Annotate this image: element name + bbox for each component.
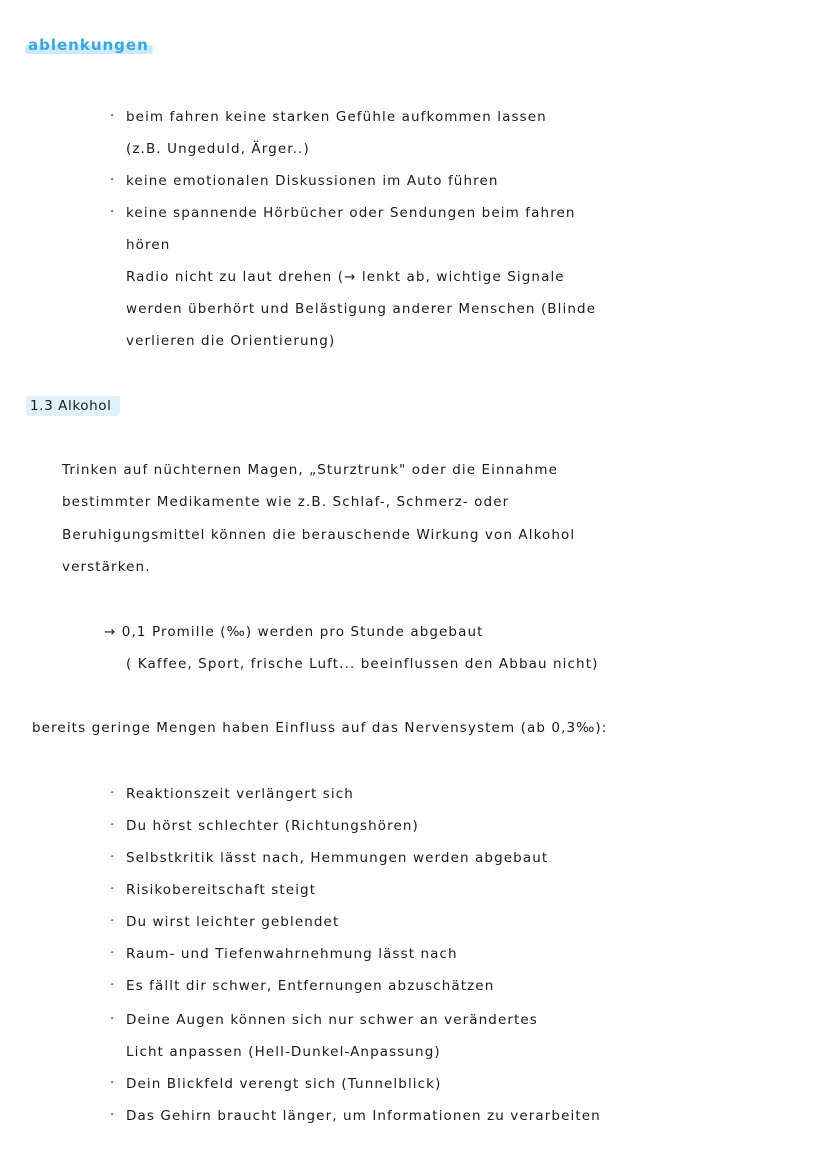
paragraph-line: bestimmter Medikamente wie z.B. Schlaf-, Schmerz- oder <box>62 494 510 510</box>
bullet-dot: · <box>110 818 115 833</box>
effect-text: Risikobereitschaft steigt <box>126 882 317 898</box>
effect-text: Dein Blickfeld verengt sich (Tunnelblick) <box>126 1076 442 1092</box>
bullet-dot: · <box>110 1012 115 1027</box>
effect-text: Du hörst schlechter (Richtungshören) <box>126 818 419 834</box>
page-heading: ablenkungen <box>28 36 149 54</box>
bullet-text: (z.B. Ungeduld, Ärger..) <box>126 141 310 157</box>
note-line: ( Kaffee, Sport, frische Luft... beeinflussen den Abbau nicht) <box>126 656 599 672</box>
effect-text: Es fällt dir schwer, Entfernungen abzuschätzen <box>126 978 495 994</box>
bullet-dot: · <box>110 109 115 124</box>
effect-text: Selbstkritik lässt nach, Hemmungen werden abgebaut <box>126 850 549 866</box>
paragraph-line: Beruhigungsmittel können die berauschende Wirkung von Alkohol <box>62 527 576 543</box>
bullet-dot: · <box>110 1108 115 1123</box>
nervous-intro: bereits geringe Mengen haben Einfluss auf das Nervensystem (ab 0,3‰): <box>32 720 608 736</box>
effect-text: Raum- und Tiefenwahrnehmung lässt nach <box>126 946 458 962</box>
bullet-dot: · <box>110 786 115 801</box>
effect-text: Du wirst leichter geblendet <box>126 914 340 930</box>
bullet-dot: · <box>110 850 115 865</box>
bullet-dot: · <box>110 978 115 993</box>
section-title: 1.3 Alkohol <box>26 396 120 416</box>
bullet-dot: · <box>110 914 115 929</box>
bullet-text: hören <box>126 237 171 253</box>
paragraph-line: Trinken auf nüchternen Magen, „Sturztrunk" oder die Einnahme <box>62 462 559 478</box>
effect-text: Licht anpassen (Hell-Dunkel-Anpassung) <box>126 1044 441 1060</box>
bullet-text: werden überhört und Belästigung anderer Menschen (Blinde <box>126 301 597 317</box>
bullet-text: keine spannende Hörbücher oder Sendungen beim fahren <box>126 205 576 221</box>
bullet-text: Radio nicht zu laut drehen (→ lenkt ab, wichtige Signale <box>126 269 565 285</box>
effect-text: Reaktionszeit verlängert sich <box>126 786 354 802</box>
bullet-dot: · <box>110 882 115 897</box>
effect-text: Deine Augen können sich nur schwer an verändertes <box>126 1012 538 1028</box>
bullet-dot: · <box>110 946 115 961</box>
bullet-text: beim fahren keine starken Gefühle aufkommen lassen <box>126 109 547 125</box>
paragraph-line: verstärken. <box>62 559 151 575</box>
bullet-text: keine emotionalen Diskussionen im Auto führen <box>126 173 499 189</box>
note-line: → 0,1 Promille (‰) werden pro Stunde abgebaut <box>104 624 484 640</box>
bullet-dot: · <box>110 1076 115 1091</box>
bullet-dot: · <box>110 173 115 188</box>
effect-text: Das Gehirn braucht länger, um Informationen zu verarbeiten <box>126 1108 601 1124</box>
bullet-dot: · <box>110 205 115 220</box>
bullet-text: verlieren die Orientierung) <box>126 333 336 349</box>
